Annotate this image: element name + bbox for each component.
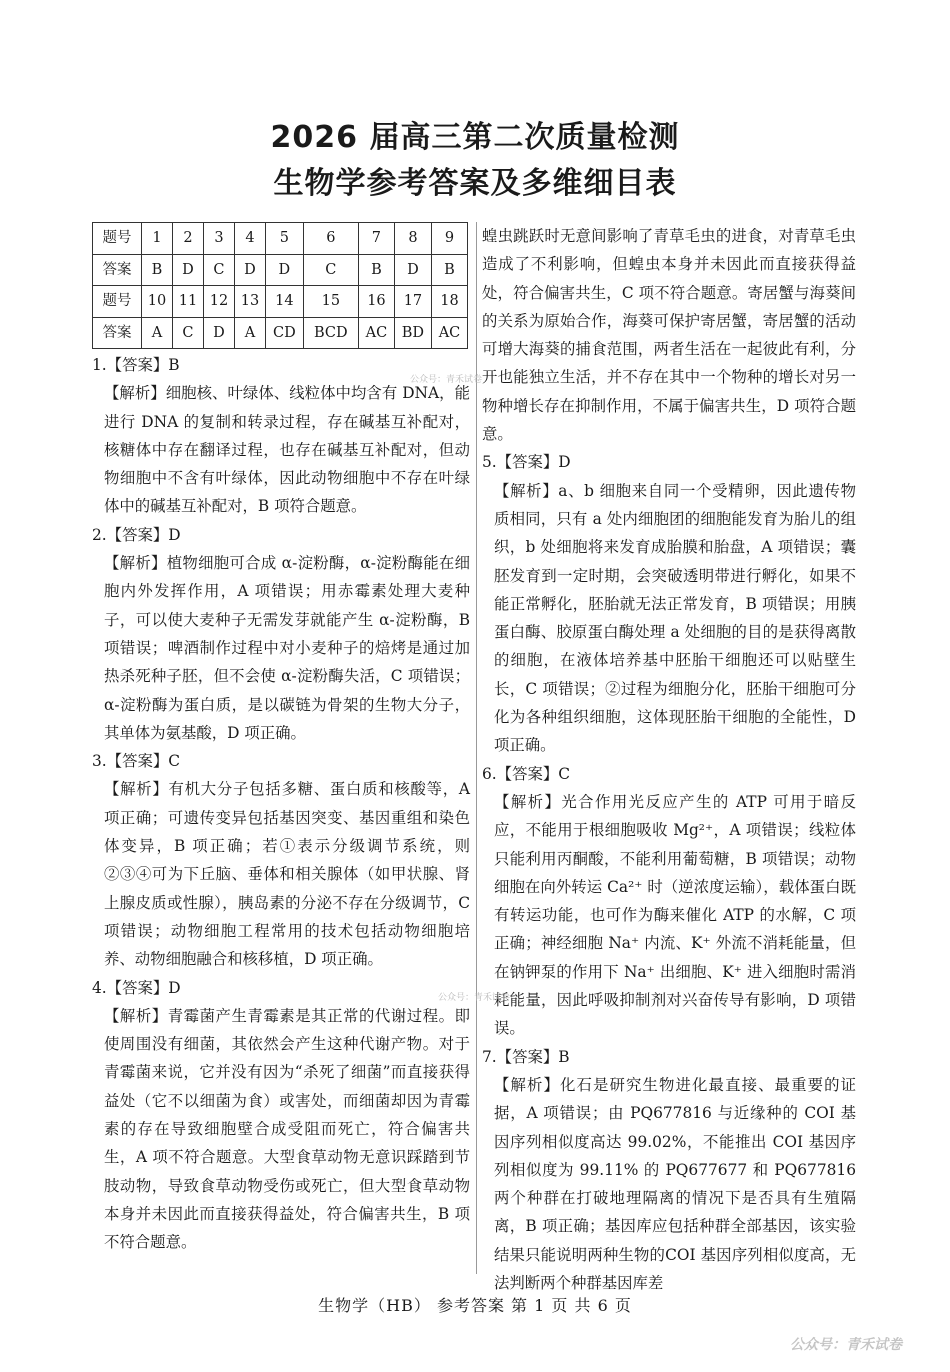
explanation-paragraph: 【解析】细胞核、叶绿体、线粒体中均含有 DNA，能进行 DNA 的复制和转录过程，存在碱基互补配对，核糖体中存在翻译过程，也存在碱基互补配对，但动物细胞中不含有叶绿体，因此动物细胞中不存在叶绿体中的碱基互补配对，B 项符合题意。 [104,384,470,516]
answer-table-row [93,286,468,318]
answer-table-row [93,223,468,255]
explanation-paragraph: 【解析】有机大分子包括多糖、蛋白质和核酸等，A 项正确；可遗传变异包括基因突变、基因重组和染色体变异，B 项正确；若①表示分级调节系统，则②③④可为下丘脑、垂体和相关腺体（如甲状腺、肾上腺皮质或性腺），胰岛素的分泌不存在分级调节，C 项错误；动物细胞工程常用的技术包括动物细胞培养、动物细胞融合和核移植，D 项正确。 [104,780,470,969]
explanation-paragraph: 【解析】a、b 细胞来自同一个受精卵，因此遗传物质相同，只有 a 处内细胞团的细胞能发育为胎儿的组织，b 处细胞将来发育成胎膜和胎盘，A 项错误；囊胚发育到一定时期，会突破透明带进行孵化，如果不能正常孵化，胚胎就无法正常发育，B 项错误；用胰蛋白酶、胶原蛋白酶处理 a 处细胞的目的是获得离散的细胞，在液体培养基中胚胎干细胞还可以贴壁生长，C 项错误；②过程为细胞分化，胚胎干细胞可分化为各种组织细胞，这体现胚胎干细胞的全能性，D 项正确。 [494,481,856,755]
left-column-body [92,351,470,1257]
answer-table-cell: C [203,254,234,286]
right-column [482,222,856,1292]
right-column-body [482,222,856,1297]
answer-table-cell: A [234,317,265,349]
answer-table-cell: D [203,317,234,349]
answer-table-cell: 2 [172,223,203,255]
answer-table-cell: 16 [358,286,394,318]
answer-table-cell: 6 [303,223,358,255]
answer-table-cell: 3 [203,223,234,255]
answer-table [92,222,468,349]
answer-heading: 1.【答案】B [92,356,180,374]
answer-table-cell: AC [358,317,394,349]
explanation-paragraph: 【解析】化石是研究生物进化最直接、最重要的证据，A 项错误；由 PQ677816 与近缘种的 COI 基因序列相似度高达 99.02%，不能推出 COI 基因序列相似度为 99.11% 的 PQ677677 和 PQ677816 两个种群在打破地理隔离的情况下是否具有生殖隔离，B 项正确；基因库应包括种群全部基因，该实验结果只能说明两种生物的COI 基因序列相似度高，无法判断两个种群基因库差 [494,1075,856,1292]
answer-table-cell: B [142,254,173,286]
title-line-1: 2026 届高三第二次质量检测 [270,120,680,155]
answer-heading: 5.【答案】D [482,453,571,472]
answer-table-cell: AC [431,317,467,349]
watermark: 公众号：青禾试卷 [438,993,511,1003]
answer-table-header-cell: 题号 [93,223,142,255]
answer-table-cell: 8 [394,223,431,255]
title-line-2: 生物学参考答案及多维细目表 [273,166,677,201]
answer-table-cell: 15 [303,286,358,318]
answer-heading: 7.【答案】B [482,1047,570,1066]
answer-table-cell: 5 [265,223,303,255]
answer-table-cell: 7 [358,223,394,255]
answer-heading: 3.【答案】C [92,752,181,771]
answer-table-cell: 17 [394,286,431,318]
answer-table-cell: 1 [142,223,173,255]
explanation-paragraph: 【解析】植物细胞可合成 α-淀粉酶，α-淀粉酶能在细胞内外发挥作用，A 项错误；用赤霉素处理大麦种子，可以使大麦种子无需发芽就能产生 α-淀粉酶，B 项错误；啤酒制作过程中对小麦种子的焙烤是通过加热杀死种子胚，但不会使 α-淀粉酶失活，C 项错误；α-淀粉酶为蛋白质，是以碳链为骨架的生物大分子，其单体为氨基酸，D 项正确。 [104,554,470,742]
answer-table-cell: 14 [265,286,303,318]
answer-table-cell: C [172,317,203,349]
answer-table-row [93,317,468,349]
answer-table-cell: CD [265,317,303,349]
answer-heading: 4.【答案】D [92,978,181,997]
answer-table-cell: 12 [203,286,234,318]
answer-table-cell: 11 [172,286,203,318]
answer-table-cell: D [234,254,265,286]
corner-watermark: 公众号：青禾试卷 [790,1337,902,1353]
answer-table-row [93,254,468,286]
answer-table-cell: BD [394,317,431,349]
answer-table-header-cell: 答案 [93,254,142,286]
answer-table-cell: B [358,254,394,286]
answer-table-cell: BCD [303,317,358,349]
answer-table-cell: D [394,254,431,286]
answer-table-header-cell: 题号 [93,286,142,318]
answer-table-cell: D [172,254,203,286]
watermark: 公众号：青禾试卷 [410,375,483,385]
answer-table-cell: B [431,254,467,286]
explanation-paragraph: 蝗虫跳跃时无意间影响了青草毛虫的进食，对青草毛虫造成了不利影响，但蝗虫本身并未因此而直接获得益处，符合偏害共生，C 项不符合题意。寄居蟹与海葵间的关系为原始合作，海葵可保护寄居蟹，寄居蟹的活动可增大海葵的捕食范围，两者生活在一起彼此有利，分开也能独立生活，并不存在其中一个物种的增长对另一物种增长存在抑制作用，不属于偏害共生，D 项符合题意。 [482,227,856,444]
answer-table-cell: D [265,254,303,286]
answer-table-cell: 9 [431,223,467,255]
answer-table-cell: 18 [431,286,467,318]
answer-heading: 2.【答案】D [92,525,181,544]
answer-table-cell: A [142,317,173,349]
answer-table-cell: 13 [234,286,265,318]
explanation-paragraph: 【解析】光合作用光反应产生的 ATP 可用于暗反应，不能用于根细胞吸收 Mg²⁺，A 项错误；线粒体只能利用丙酮酸，不能利用葡萄糖，B 项错误；动物细胞在向外转运 Ca²⁺ 时（逆浓度运输），载体蛋白既有转运功能，也可作为酶来催化 ATP 的水解，C 项正确；神经细胞 Na⁺ 内流、K⁺ 外流不消耗能量，但在钠钾泵的作用下 Na⁺ 出细胞、K⁺ 进入细胞时需消耗能量，因此呼吸抑制剂对兴奋传导有影响，D 项错误。 [494,792,856,1038]
explanation-paragraph: 【解析】青霉菌产生青霉素是其正常的代谢过程。即使周围没有细菌，其依然会产生这种代谢产物。对于青霉菌来说，它并没有因为“杀死了细菌”而直接获得益处（它不以细菌为食）或害处，而细菌却因为青霉素的存在导致细胞壁合成受阻而死亡，符合偏害共生，A 项不符合题意。大型食草动物无意识踩踏到节肢动物，导致食草动物受伤或死亡，但大型食草动物本身并未因此而直接获得益处，符合偏害共生，B 项不符合题意。 [104,1006,470,1252]
answer-table-cell: 10 [142,286,173,318]
answer-heading: 6.【答案】C [482,764,571,783]
page-footer: 生物学（HB） 参考答案 第 1 页 共 6 页 [318,1296,632,1315]
answer-table-cell: C [303,254,358,286]
answer-table-header-cell: 答案 [93,317,142,349]
answer-table-cell: 4 [234,223,265,255]
